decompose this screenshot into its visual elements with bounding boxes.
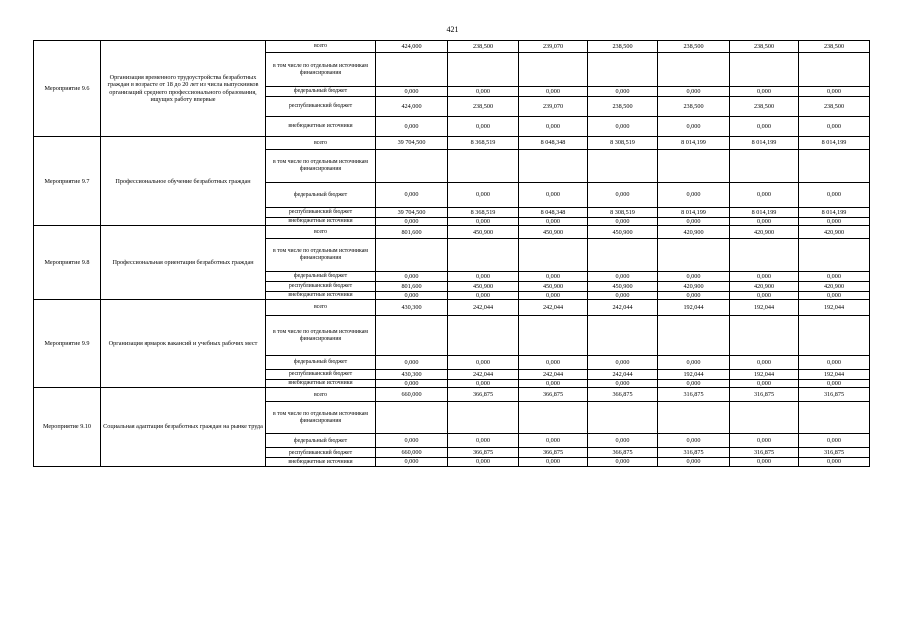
value-cell: 316,875 bbox=[799, 448, 870, 458]
value-cell: 0,000 bbox=[588, 458, 658, 466]
value-cell: 0,000 bbox=[519, 183, 588, 208]
value-cell: 801,600 bbox=[376, 282, 448, 292]
funding-source-cell: внебюджетные источники bbox=[266, 292, 376, 300]
value-cell: 0,000 bbox=[730, 458, 799, 466]
value-cell: 316,875 bbox=[799, 388, 870, 402]
value-cell bbox=[448, 316, 519, 356]
value-cell bbox=[448, 53, 519, 87]
value-cell: 0,000 bbox=[376, 458, 448, 466]
value-cell: 0,000 bbox=[376, 218, 448, 226]
value-cell: 0,000 bbox=[588, 292, 658, 300]
funding-source-cell: всего bbox=[266, 388, 376, 402]
funding-source-cell: в том числе по отдельным источникам финансирования bbox=[266, 402, 376, 434]
value-cell: 0,000 bbox=[730, 292, 799, 300]
value-cell bbox=[588, 150, 658, 183]
funding-source-cell: федеральный бюджет bbox=[266, 356, 376, 370]
value-cell: 192,044 bbox=[658, 300, 730, 316]
value-cell bbox=[376, 150, 448, 183]
event-name-cell: Мероприятие 9.8 bbox=[34, 226, 101, 300]
value-cell: 450,900 bbox=[588, 226, 658, 239]
value-cell: 0,000 bbox=[519, 380, 588, 388]
value-cell: 366,875 bbox=[588, 448, 658, 458]
value-cell bbox=[376, 316, 448, 356]
value-cell: 0,000 bbox=[448, 117, 519, 137]
value-cell: 366,875 bbox=[588, 388, 658, 402]
value-cell: 0,000 bbox=[519, 272, 588, 282]
value-cell: 242,044 bbox=[519, 300, 588, 316]
value-cell: 0,000 bbox=[730, 183, 799, 208]
value-cell: 660,000 bbox=[376, 448, 448, 458]
value-cell: 242,044 bbox=[519, 370, 588, 380]
value-cell: 0,000 bbox=[376, 117, 448, 137]
value-cell: 450,900 bbox=[588, 282, 658, 292]
value-cell: 8 308,519 bbox=[588, 137, 658, 150]
table-row bbox=[34, 41, 870, 53]
value-cell: 420,900 bbox=[799, 226, 870, 239]
value-cell: 0,000 bbox=[799, 380, 870, 388]
value-cell: 0,000 bbox=[448, 458, 519, 466]
table-row bbox=[34, 137, 870, 150]
value-cell bbox=[658, 316, 730, 356]
event-description-cell: Профессиональное обучение безработных граждан bbox=[101, 137, 266, 226]
value-cell: 8 368,519 bbox=[448, 208, 519, 218]
value-cell: 0,000 bbox=[799, 292, 870, 300]
value-cell: 238,500 bbox=[658, 41, 730, 53]
value-cell: 0,000 bbox=[588, 356, 658, 370]
funding-source-cell: федеральный бюджет bbox=[266, 183, 376, 208]
funding-source-cell: внебюджетные источники bbox=[266, 458, 376, 466]
event-description-cell: Организация ярмарок вакансий и учебных рабочих мест bbox=[101, 300, 266, 388]
value-cell: 0,000 bbox=[799, 218, 870, 226]
value-cell: 238,500 bbox=[658, 97, 730, 117]
value-cell: 0,000 bbox=[799, 183, 870, 208]
value-cell: 8 014,199 bbox=[799, 137, 870, 150]
value-cell: 8 308,519 bbox=[588, 208, 658, 218]
value-cell: 0,000 bbox=[658, 117, 730, 137]
value-cell bbox=[730, 316, 799, 356]
value-cell: 0,000 bbox=[519, 292, 588, 300]
value-cell: 0,000 bbox=[799, 117, 870, 137]
event-name-cell: Мероприятие 9.9 bbox=[34, 300, 101, 388]
value-cell: 801,600 bbox=[376, 226, 448, 239]
value-cell bbox=[519, 316, 588, 356]
value-cell: 192,044 bbox=[799, 300, 870, 316]
value-cell bbox=[730, 53, 799, 87]
funding-source-cell: в том числе по отдельным источникам финансирования bbox=[266, 150, 376, 183]
funding-source-cell: всего bbox=[266, 137, 376, 150]
value-cell bbox=[519, 150, 588, 183]
value-cell: 0,000 bbox=[448, 380, 519, 388]
value-cell: 0,000 bbox=[448, 356, 519, 370]
value-cell: 238,500 bbox=[448, 97, 519, 117]
value-cell: 192,044 bbox=[730, 300, 799, 316]
budget-table bbox=[33, 40, 870, 467]
value-cell: 424,000 bbox=[376, 97, 448, 117]
value-cell: 0,000 bbox=[519, 218, 588, 226]
value-cell: 0,000 bbox=[730, 272, 799, 282]
funding-source-cell: федеральный бюджет bbox=[266, 434, 376, 448]
value-cell: 0,000 bbox=[448, 272, 519, 282]
value-cell bbox=[799, 150, 870, 183]
value-cell: 0,000 bbox=[658, 380, 730, 388]
value-cell bbox=[658, 239, 730, 272]
event-description-cell: Профессиональная ориентация безработных граждан bbox=[101, 226, 266, 300]
value-cell: 366,875 bbox=[448, 388, 519, 402]
value-cell bbox=[519, 53, 588, 87]
value-cell: 0,000 bbox=[448, 218, 519, 226]
value-cell: 420,900 bbox=[799, 282, 870, 292]
value-cell: 366,875 bbox=[519, 388, 588, 402]
value-cell: 0,000 bbox=[376, 87, 448, 97]
page-number: 421 bbox=[446, 25, 459, 34]
value-cell bbox=[376, 402, 448, 434]
value-cell: 238,500 bbox=[588, 97, 658, 117]
value-cell: 8 048,348 bbox=[519, 137, 588, 150]
value-cell: 0,000 bbox=[730, 356, 799, 370]
value-cell: 0,000 bbox=[519, 434, 588, 448]
value-cell: 238,500 bbox=[448, 41, 519, 53]
value-cell: 0,000 bbox=[588, 183, 658, 208]
value-cell: 192,044 bbox=[730, 370, 799, 380]
value-cell: 0,000 bbox=[588, 87, 658, 97]
funding-source-cell: всего bbox=[266, 300, 376, 316]
value-cell: 0,000 bbox=[658, 434, 730, 448]
value-cell: 8 014,199 bbox=[730, 208, 799, 218]
value-cell: 450,900 bbox=[519, 282, 588, 292]
funding-source-cell: всего bbox=[266, 41, 376, 53]
value-cell: 0,000 bbox=[448, 183, 519, 208]
value-cell: 316,875 bbox=[730, 448, 799, 458]
value-cell: 39 704,500 bbox=[376, 137, 448, 150]
value-cell: 0,000 bbox=[376, 434, 448, 448]
funding-source-cell: республиканский бюджет bbox=[266, 370, 376, 380]
value-cell: 366,875 bbox=[448, 448, 519, 458]
value-cell: 0,000 bbox=[658, 292, 730, 300]
table-row bbox=[34, 300, 870, 316]
value-cell: 39 704,500 bbox=[376, 208, 448, 218]
value-cell: 0,000 bbox=[588, 434, 658, 448]
value-cell: 0,000 bbox=[730, 117, 799, 137]
value-cell: 420,900 bbox=[658, 282, 730, 292]
value-cell: 0,000 bbox=[376, 356, 448, 370]
value-cell: 8 048,348 bbox=[519, 208, 588, 218]
funding-source-cell: внебюджетные источники bbox=[266, 380, 376, 388]
funding-source-cell: республиканский бюджет bbox=[266, 208, 376, 218]
value-cell: 316,875 bbox=[730, 388, 799, 402]
value-cell: 0,000 bbox=[799, 434, 870, 448]
event-name-cell: Мероприятие 9.7 bbox=[34, 137, 101, 226]
value-cell: 450,900 bbox=[448, 282, 519, 292]
funding-source-cell: всего bbox=[266, 226, 376, 239]
value-cell bbox=[730, 150, 799, 183]
funding-source-cell: в том числе по отдельным источникам финансирования bbox=[266, 239, 376, 272]
value-cell: 242,044 bbox=[588, 300, 658, 316]
value-cell: 192,044 bbox=[799, 370, 870, 380]
value-cell: 316,875 bbox=[658, 448, 730, 458]
value-cell: 8 014,199 bbox=[730, 137, 799, 150]
value-cell: 430,300 bbox=[376, 370, 448, 380]
value-cell: 239,070 bbox=[519, 41, 588, 53]
value-cell: 8 014,199 bbox=[799, 208, 870, 218]
value-cell: 242,044 bbox=[588, 370, 658, 380]
value-cell: 316,875 bbox=[658, 388, 730, 402]
value-cell: 420,900 bbox=[730, 282, 799, 292]
value-cell: 0,000 bbox=[799, 87, 870, 97]
value-cell bbox=[588, 402, 658, 434]
value-cell: 0,000 bbox=[448, 292, 519, 300]
value-cell: 0,000 bbox=[658, 356, 730, 370]
value-cell bbox=[448, 239, 519, 272]
value-cell: 192,044 bbox=[658, 370, 730, 380]
value-cell: 0,000 bbox=[658, 272, 730, 282]
value-cell: 0,000 bbox=[658, 218, 730, 226]
value-cell: 430,300 bbox=[376, 300, 448, 316]
value-cell: 424,000 bbox=[376, 41, 448, 53]
event-description-cell: Организация временного трудоустройства безработных граждан в возрасте от 18 до 20 лет из числа выпускников организаций среднего профессионального образования, ищущих работу впервые bbox=[101, 41, 266, 137]
value-cell: 0,000 bbox=[730, 87, 799, 97]
value-cell bbox=[519, 239, 588, 272]
value-cell bbox=[658, 53, 730, 87]
value-cell: 0,000 bbox=[730, 434, 799, 448]
value-cell bbox=[376, 53, 448, 87]
value-cell: 0,000 bbox=[799, 458, 870, 466]
value-cell: 0,000 bbox=[588, 380, 658, 388]
value-cell: 450,900 bbox=[448, 226, 519, 239]
value-cell: 0,000 bbox=[448, 87, 519, 97]
value-cell bbox=[588, 53, 658, 87]
event-description-cell: Социальная адаптация безработных граждан на рынке труда bbox=[101, 388, 266, 466]
funding-source-cell: в том числе по отдельным источникам финансирования bbox=[266, 316, 376, 356]
value-cell: 0,000 bbox=[448, 434, 519, 448]
funding-source-cell: республиканский бюджет bbox=[266, 282, 376, 292]
value-cell bbox=[376, 239, 448, 272]
value-cell: 0,000 bbox=[588, 272, 658, 282]
value-cell bbox=[658, 150, 730, 183]
value-cell: 660,000 bbox=[376, 388, 448, 402]
funding-source-cell: внебюджетные источники bbox=[266, 218, 376, 226]
value-cell: 0,000 bbox=[730, 218, 799, 226]
funding-source-cell: республиканский бюджет bbox=[266, 97, 376, 117]
funding-source-cell: в том числе по отдельным источникам финансирования bbox=[266, 53, 376, 87]
value-cell: 0,000 bbox=[519, 117, 588, 137]
event-name-cell: Мероприятие 9.6 bbox=[34, 41, 101, 137]
value-cell: 0,000 bbox=[588, 117, 658, 137]
value-cell: 0,000 bbox=[519, 356, 588, 370]
value-cell bbox=[799, 53, 870, 87]
value-cell: 242,044 bbox=[448, 300, 519, 316]
value-cell: 238,500 bbox=[730, 97, 799, 117]
value-cell: 238,500 bbox=[799, 41, 870, 53]
table-row bbox=[34, 388, 870, 402]
value-cell: 8 014,199 bbox=[658, 137, 730, 150]
value-cell: 0,000 bbox=[376, 380, 448, 388]
value-cell bbox=[448, 402, 519, 434]
value-cell: 366,875 bbox=[519, 448, 588, 458]
value-cell: 0,000 bbox=[730, 380, 799, 388]
funding-source-cell: республиканский бюджет bbox=[266, 448, 376, 458]
value-cell: 242,044 bbox=[448, 370, 519, 380]
value-cell: 0,000 bbox=[376, 183, 448, 208]
value-cell: 238,500 bbox=[730, 41, 799, 53]
value-cell: 0,000 bbox=[588, 218, 658, 226]
value-cell: 0,000 bbox=[799, 272, 870, 282]
value-cell bbox=[588, 239, 658, 272]
value-cell bbox=[730, 402, 799, 434]
value-cell: 0,000 bbox=[658, 458, 730, 466]
value-cell: 238,500 bbox=[799, 97, 870, 117]
value-cell bbox=[799, 239, 870, 272]
funding-source-cell: федеральный бюджет bbox=[266, 87, 376, 97]
value-cell bbox=[799, 316, 870, 356]
value-cell: 420,900 bbox=[658, 226, 730, 239]
value-cell bbox=[658, 402, 730, 434]
funding-source-cell: федеральный бюджет bbox=[266, 272, 376, 282]
value-cell: 0,000 bbox=[519, 87, 588, 97]
value-cell: 0,000 bbox=[799, 356, 870, 370]
value-cell: 420,900 bbox=[730, 226, 799, 239]
value-cell: 8 368,519 bbox=[448, 137, 519, 150]
value-cell: 0,000 bbox=[658, 87, 730, 97]
value-cell bbox=[588, 316, 658, 356]
value-cell: 0,000 bbox=[519, 458, 588, 466]
value-cell: 0,000 bbox=[658, 183, 730, 208]
value-cell bbox=[448, 150, 519, 183]
value-cell: 0,000 bbox=[376, 272, 448, 282]
value-cell: 8 014,199 bbox=[658, 208, 730, 218]
event-name-cell: Мероприятие 9.10 bbox=[34, 388, 101, 466]
value-cell: 239,070 bbox=[519, 97, 588, 117]
funding-source-cell: внебюджетные источники bbox=[266, 117, 376, 137]
value-cell: 238,500 bbox=[588, 41, 658, 53]
value-cell: 0,000 bbox=[376, 292, 448, 300]
value-cell bbox=[519, 402, 588, 434]
value-cell bbox=[799, 402, 870, 434]
value-cell: 450,900 bbox=[519, 226, 588, 239]
value-cell bbox=[730, 239, 799, 272]
table-row bbox=[34, 226, 870, 239]
